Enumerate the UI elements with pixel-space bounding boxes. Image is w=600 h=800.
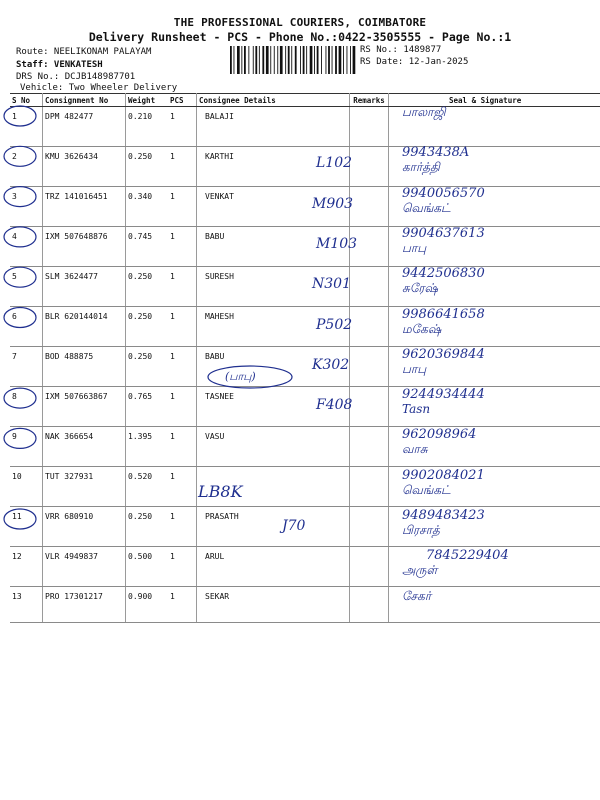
handwritten-remark: M103 xyxy=(316,235,358,252)
consignee-name: VASU xyxy=(205,432,225,441)
handwritten-signature: அருள் xyxy=(402,563,438,578)
col-consignee: Consignee Details xyxy=(197,94,350,107)
handwritten-signature: பிரசாத் xyxy=(402,523,440,537)
handwritten-signature: 9986641658 xyxy=(402,306,485,322)
runsheet-table xyxy=(10,93,600,623)
table-row xyxy=(10,227,600,267)
remarks-cell xyxy=(350,507,389,547)
pcs-cell: 1 xyxy=(168,187,197,227)
weight-cell: 1.395 xyxy=(126,427,169,467)
remarks-cell xyxy=(350,347,389,387)
rs-date: RS Date: 12-Jan-2025 xyxy=(360,57,469,67)
pcs-cell: 1 xyxy=(168,307,197,347)
sno-cell: 4 xyxy=(10,227,43,267)
consignee-name: KARTHI xyxy=(205,152,234,161)
col-remarks: Remarks xyxy=(350,94,389,107)
handwritten-signature: 9904637613 xyxy=(402,225,485,241)
table-row xyxy=(10,307,600,347)
pcs-cell: 1 xyxy=(168,147,197,187)
handwritten-signature: Tasn xyxy=(402,402,431,417)
sno-cell: 7 xyxy=(10,347,43,387)
consignee-cell xyxy=(197,107,350,147)
consignment-cell: TUT 327931 xyxy=(43,467,126,507)
barcode-image xyxy=(230,46,356,74)
sno-cell: 3 xyxy=(10,187,43,227)
handwritten-remark: F408 xyxy=(316,397,353,414)
sno-cell: 11 xyxy=(10,507,43,547)
consignee-name: BABU xyxy=(205,232,225,241)
handwritten-signature: 9489483423 xyxy=(402,508,485,523)
remarks-cell xyxy=(350,547,389,587)
company-name: THE PROFESSIONAL COURIERS, COIMBATORE xyxy=(173,16,427,29)
table-row xyxy=(10,547,600,587)
remarks-cell xyxy=(350,107,389,147)
sno-cell: 5 xyxy=(10,267,43,307)
consignment-cell: KMU 3626434 xyxy=(43,147,126,187)
weight-cell: 0.745 xyxy=(126,227,169,267)
col-sno: S No xyxy=(10,94,43,107)
consignee-cell xyxy=(197,547,350,587)
sno-cell: 1 xyxy=(10,107,43,147)
pcs-cell: 1 xyxy=(168,387,197,427)
consignee-name: PRASATH xyxy=(205,512,239,521)
handwritten-signature: 9244934444 xyxy=(402,387,485,403)
pcs-cell: 1 xyxy=(168,427,197,467)
consignee-name: SURESH xyxy=(205,272,234,281)
handwritten-remark: M903 xyxy=(312,195,354,212)
col-weight: Weight xyxy=(126,94,169,107)
weight-cell: 0.250 xyxy=(126,347,169,387)
consignment-cell: VRR 680910 xyxy=(43,507,126,547)
pcs-cell: 1 xyxy=(168,507,197,547)
handwritten-signature: 9620369844 xyxy=(402,346,485,362)
table-row xyxy=(10,427,600,467)
runsheet-title: Delivery Runsheet - PCS - Phone No.:0422-3505555 - Page No.:1 xyxy=(88,30,512,44)
row10-note: LB8K xyxy=(198,482,243,501)
drs-number: DRS No.: DCJB148987701 xyxy=(16,72,136,82)
handwritten-remark: L102 xyxy=(316,155,353,172)
consignee-name: MAHESH xyxy=(205,312,234,321)
col-pcs: PCS xyxy=(168,94,197,107)
handwritten-signature: 962098964 xyxy=(402,427,477,443)
pcs-cell: 1 xyxy=(168,467,197,507)
weight-cell: 0.250 xyxy=(126,507,169,547)
weight-cell: 0.210 xyxy=(126,107,169,147)
route-label: Route: NEELIKONAM PALAYAM xyxy=(16,47,152,57)
consignment-cell: BLR 620144014 xyxy=(43,307,126,347)
sno-cell: 9 xyxy=(10,427,43,467)
handwritten-signature: 9943438A xyxy=(402,145,470,161)
pcs-cell: 1 xyxy=(168,107,197,147)
handwritten-signature: 9442506830 xyxy=(402,266,485,282)
handwritten-remark: J70 xyxy=(282,518,306,534)
consignment-cell: IXM 507648876 xyxy=(43,227,126,267)
handwritten-remark: N301 xyxy=(312,276,351,293)
weight-cell: 0.250 xyxy=(126,267,169,307)
pcs-cell: 1 xyxy=(168,547,197,587)
handwritten-signature: பாபு xyxy=(402,240,427,255)
weight-cell: 0.765 xyxy=(126,387,169,427)
sno-cell: 6 xyxy=(10,307,43,347)
handwritten-remark: K302 xyxy=(312,356,350,373)
handwritten-remark: P502 xyxy=(316,316,353,333)
sno-cell: 2 xyxy=(10,147,43,187)
handwritten-signature: 9940056570 xyxy=(402,185,485,201)
handwritten-signature: 9902084021 xyxy=(402,467,485,483)
table-row xyxy=(10,267,600,307)
vehicle-label: Vehicle: Two Wheeler Delivery xyxy=(20,83,178,93)
remarks-cell xyxy=(350,427,389,467)
handwritten-signature: வெங்கட் xyxy=(402,482,451,497)
weight-cell: 0.250 xyxy=(126,147,169,187)
consignee-name: VENKAT xyxy=(205,192,234,201)
row7-bracket-note: (பாபு) xyxy=(225,370,256,383)
weight-cell: 0.340 xyxy=(126,187,169,227)
consignee-name: BABU xyxy=(205,352,225,361)
col-consignment: Consignment No xyxy=(43,94,126,107)
sno-cell: 10 xyxy=(10,467,43,507)
sno-cell: 13 xyxy=(10,587,43,623)
table-row xyxy=(10,387,600,427)
remarks-cell xyxy=(350,307,389,347)
consignee-name: ARUL xyxy=(205,552,225,561)
consignee-cell xyxy=(197,507,350,547)
pcs-cell: 1 xyxy=(168,587,197,623)
handwritten-signature: சேகர் xyxy=(402,588,432,603)
table-row xyxy=(10,347,600,387)
consignment-cell: PRO 17301217 xyxy=(43,587,126,623)
consignment-cell: VLR 4949837 xyxy=(43,547,126,587)
remarks-cell xyxy=(350,147,389,187)
consignment-cell: SLM 3624477 xyxy=(43,267,126,307)
handwritten-signature: வெங்கட் xyxy=(402,200,451,215)
table-header-row xyxy=(10,94,600,107)
weight-cell: 0.520 xyxy=(126,467,169,507)
sno-cell: 12 xyxy=(10,547,43,587)
remarks-cell xyxy=(350,467,389,507)
weight-cell: 0.250 xyxy=(126,307,169,347)
handwritten-signature: சுரேஷ் xyxy=(402,281,438,296)
handwritten-signature: பாலாஜி xyxy=(402,105,446,119)
table-row xyxy=(10,467,600,507)
col-seal: Seal & Signature xyxy=(389,94,600,107)
consignee-cell xyxy=(197,427,350,467)
rs-number: RS No.: 1489877 xyxy=(360,45,442,55)
consignment-cell: IXM 507663867 xyxy=(43,387,126,427)
consignment-cell: NAK 366654 xyxy=(43,427,126,467)
remarks-cell xyxy=(350,587,389,623)
staff-label: Staff: VENKATESH xyxy=(16,60,103,70)
pcs-cell: 1 xyxy=(168,267,197,307)
pcs-cell: 1 xyxy=(168,347,197,387)
remarks-cell xyxy=(350,387,389,427)
consignment-cell: TRZ 141016451 xyxy=(43,187,126,227)
consignee-cell xyxy=(197,587,350,623)
table-row xyxy=(10,107,600,147)
consignee-name: SEKAR xyxy=(205,592,230,601)
remarks-cell xyxy=(350,187,389,227)
consignment-cell: DPM 482477 xyxy=(43,107,126,147)
pcs-cell: 1 xyxy=(168,227,197,267)
weight-cell: 0.500 xyxy=(126,547,169,587)
sno-cell: 8 xyxy=(10,387,43,427)
remarks-cell xyxy=(350,267,389,307)
handwritten-signature: பாபு xyxy=(402,361,427,376)
weight-cell: 0.900 xyxy=(126,587,169,623)
consignee-name: TASNEE xyxy=(205,392,234,401)
handwritten-signature: மகேஷ் xyxy=(402,321,442,336)
consignment-cell: BOD 488875 xyxy=(43,347,126,387)
table-row xyxy=(10,587,600,623)
handwritten-signature: கார்த்தி xyxy=(402,160,440,175)
handwritten-signature: 7845229404 xyxy=(426,548,509,564)
handwritten-signature: வாசு xyxy=(402,442,428,457)
table-row xyxy=(10,187,600,227)
table-row xyxy=(10,147,600,187)
consignee-name: BALAJI xyxy=(205,112,234,121)
